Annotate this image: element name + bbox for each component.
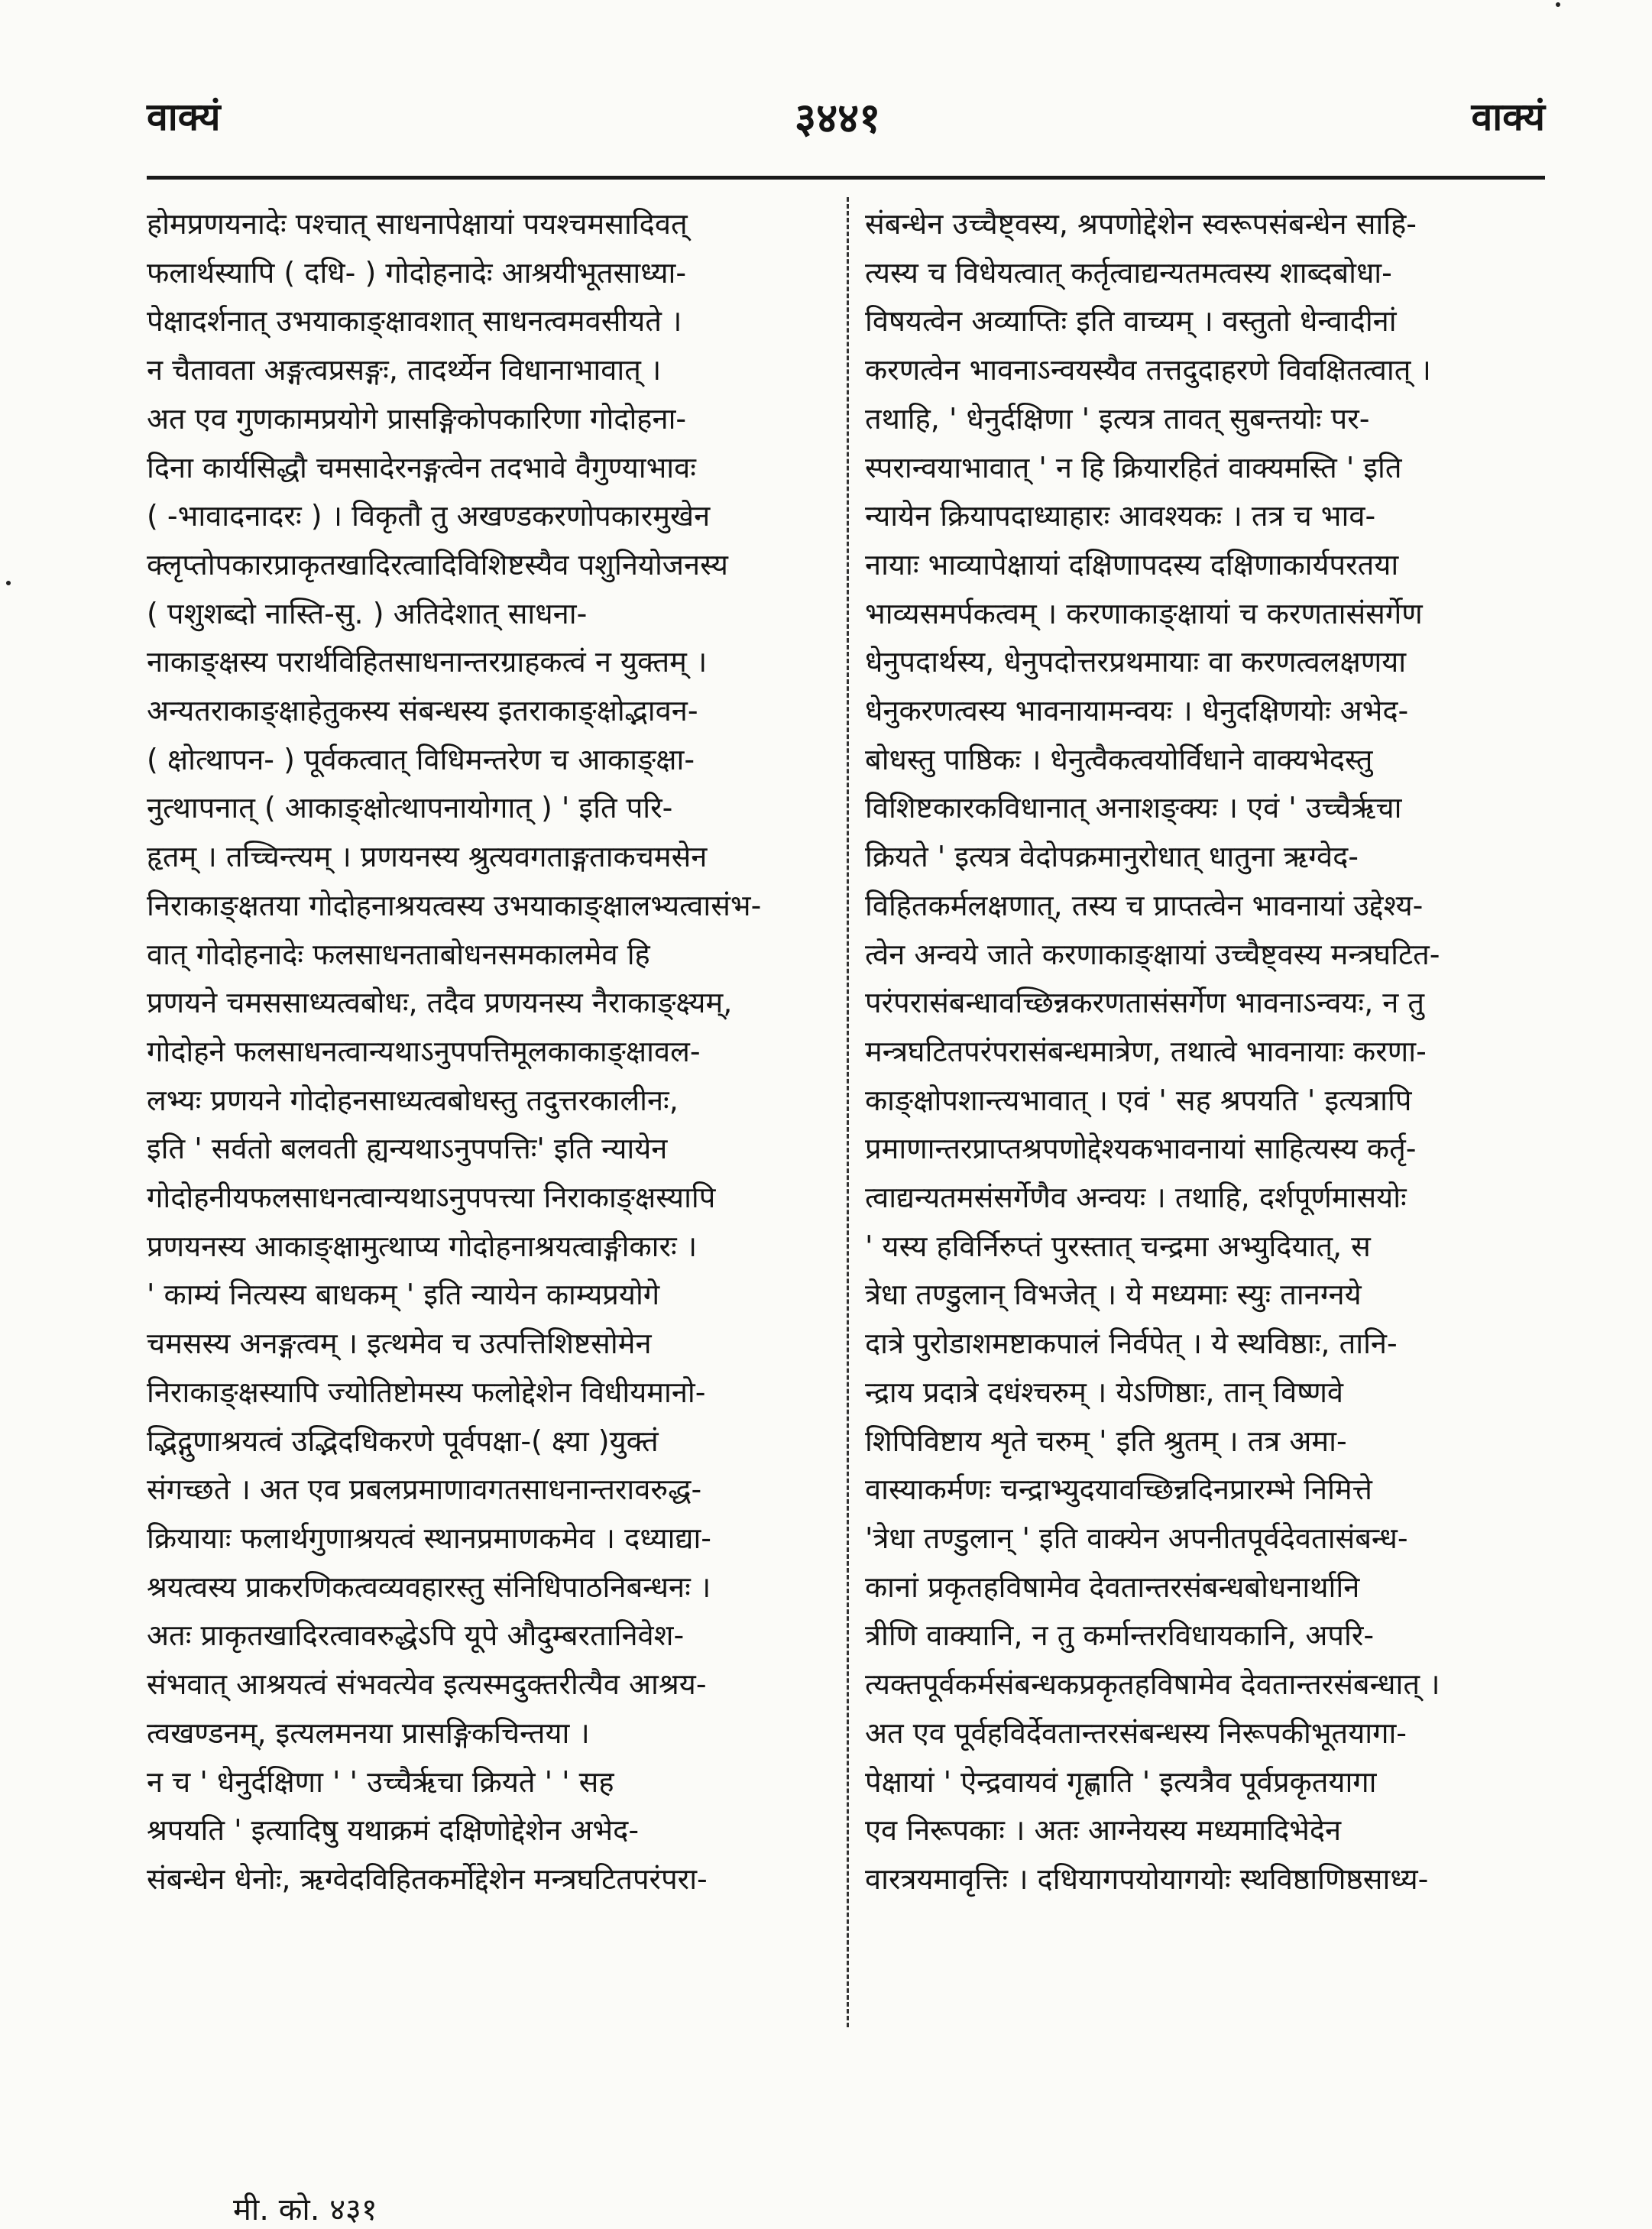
text-line: ( -भावादनादरः ) । विकृतौ तु अखण्डकरणोपकारमुखेन	[147, 499, 711, 533]
text-line: हृतम् । तच्चिन्त्यम् । प्रणयनस्य श्रुत्यवगताङ्गताकचमसेन	[147, 840, 708, 874]
text-line: विशिष्टकारकविधानात् अनाशङ्क्यः । एवं ' उच्चैर्ऋचा	[865, 791, 1402, 825]
text-line: त्यस्य च विधेयत्वात् कर्तृत्वाद्यन्यतमत्वस्य शाब्दबोधा-	[865, 255, 1392, 290]
text-line: पेक्षायां ' ऐन्द्रवायवं गृह्णाति ' इत्यत्रैव पूर्वप्रकृतयागा	[865, 1764, 1377, 1799]
text-line: परंपरासंबन्धावच्छिन्नकरणतासंसर्गेण भावनाऽन्वयः, न तु	[865, 986, 1425, 1020]
text-line: क्रियते ' इत्यत्र वेदोपक्रमानुरोधात् धातुना ऋग्वेद-	[865, 840, 1359, 874]
text-line: प्रणयने चमससाध्यत्वबोधः, तदैव प्रणयनस्य नैराकाङ्क्ष्यम्,	[147, 986, 733, 1020]
text-line: प्रणयनस्य आकाङ्क्षामुत्थाप्य गोदोहनाश्रयत्वाङ्गीकारः ।	[147, 1229, 698, 1263]
text-line: श्रपयति ' इत्यादिषु यथाक्रमं दक्षिणोद्देशेन अभेद-	[147, 1813, 640, 1848]
text-line: ' काम्यं नित्यस्य बाधकम् ' इति न्यायेन काम्यप्रयोगे	[147, 1278, 660, 1312]
text-line: अत एव पूर्वहविर्देवतान्तरसंबन्धस्य निरूपकीभूतयागा-	[865, 1715, 1407, 1750]
text-line: त्वखण्डनम्, इत्यलमनया प्रासङ्गिकचिन्तया ।	[147, 1715, 590, 1750]
text-line: वास्याकर्मणः चन्द्राभ्युदयावच्छिन्नदिनप्रारम्भे निमित्ते	[865, 1473, 1372, 1507]
text-line: क्रियायाः फलार्थगुणाश्रयत्वं स्थानप्रमाणकमेव । दध्याद्या-	[147, 1521, 712, 1555]
text-line: न च ' धेनुर्दक्षिणा ' ' उच्चैर्ऋचा क्रियते ' ' सह	[147, 1764, 614, 1799]
text-line: भाव्यसमर्पकत्वम् । करणाकाङ्क्षायां च करणतासंसर्गेण	[865, 596, 1423, 630]
text-line: संबन्धेन धेनोः, ऋग्वेदविहितकर्मोद्देशेन मन्त्रघटितपरंपरा-	[147, 1861, 708, 1896]
text-line: इति ' सर्वतो बलवती ह्यन्यथाऽनुपपत्तिः' इति न्यायेन	[147, 1132, 668, 1166]
text-line: शिपिविष्टाय शृते चरुम् ' इति श्रुतम् । तत्र अमा-	[865, 1424, 1347, 1458]
text-line: एव निरूपकाः । अतः आग्नेयस्य मध्यमादिभेदेन	[865, 1813, 1342, 1848]
text-line: निराकाङ्क्षतया गोदोहनाश्रयत्वस्य उभयाकाङ्क्षालभ्यत्वासंभ-	[147, 888, 762, 922]
text-line: विहितकर्मलक्षणात्, तस्य च प्राप्तत्वेन भावनायां उद्देश्य-	[865, 888, 1424, 922]
text-line: न चैतावता अङ्गत्वप्रसङ्गः, तादर्थ्येन विधानाभावात् ।	[147, 353, 662, 387]
text-line: नायाः भाव्यापेक्षायां दक्षिणापदस्य दक्षिणाकार्यपरतया	[865, 547, 1399, 582]
signature-footer: मी. को. ४३१	[233, 2192, 377, 2227]
text-line: गोदोहने फलसाधनत्वान्यथाऽनुपपत्तिमूलकाकाङ्क्षावल-	[147, 1034, 701, 1068]
text-line: धेनुपदार्थस्य, धेनुपदोत्तरप्रथमायाः वा करणत्वलक्षणया	[865, 645, 1407, 679]
text-line: बोधस्तु पाष्ठिकः । धेनुत्वैकत्वयोर्विधाने वाक्यभेदस्तु	[865, 742, 1373, 776]
text-line: तथाहि, ' धेनुर्दक्षिणा ' इत्यत्र तावत् सुबन्तयोः पर-	[865, 401, 1370, 436]
text-line: न्द्राय प्रदात्रे दधंश्चरुम् । येऽणिष्ठाः, तान् विष्णवे	[865, 1375, 1344, 1409]
text-line: संगच्छते । अत एव प्रबलप्रमाणावगतसाधनान्तरावरुद्ध-	[147, 1473, 702, 1507]
text-line: श्रयत्वस्य प्राकरणिकत्वव्यवहारस्तु संनिधिपाठनिबन्धनः ।	[147, 1570, 711, 1604]
text-line: अन्यतराकाङ्क्षाहेतुकस्य संबन्धस्य इतराकाङ्क्षोद्भावन-	[147, 694, 698, 728]
text-line: 'त्रेधा तण्डुलान् ' इति वाक्येन अपनीतपूर्वदेवतासंबन्ध-	[865, 1521, 1408, 1555]
margin-dot	[1556, 2, 1560, 7]
text-line: मन्त्रघटितपरंपरासंबन्धमात्रेण, तथात्वे भावनायाः करणा-	[865, 1034, 1427, 1068]
text-line: न्यायेन क्रियापदाध्याहारः आवश्यकः । तत्र च भाव-	[865, 499, 1376, 533]
text-line: धेनुकरणत्वस्य भावनायामन्वयः । धेनुदक्षिणयोः अभेद-	[865, 694, 1409, 728]
right-text-column	[865, 200, 1556, 2019]
text-line: होमप्रणयनादेः पश्चात् साधनापेक्षायां पयश्चमसादिवत्	[147, 207, 688, 241]
text-line: क्लृप्तोपकारप्राकृतखादिरत्वादिविशिष्टस्यैव पशुनियोजनस्य	[147, 547, 728, 582]
text-line: दिना कार्यसिद्धौ चमसादेरनङ्गत्वेन तदभावे वैगुण्याभावः	[147, 450, 696, 484]
text-line: ' यस्य हविर्निरुप्तं पुरस्तात् चन्द्रमा अभ्युदियात्, स	[865, 1229, 1371, 1263]
text-line: विषयत्वेन अव्याप्तिः इति वाच्यम् । वस्तुतो धेन्वादीनां	[865, 304, 1397, 339]
header-left-word: वाक्यं	[147, 95, 221, 139]
text-line: प्रमाणान्तरप्राप्तश्रपणोद्देश्यकभावनायां साहित्यस्य कर्तृ-	[865, 1132, 1417, 1166]
header-right-word: वाक्यं	[1471, 95, 1545, 139]
text-line: ( पशुशब्दो नास्ति-सु. ) अतिदेशात् साधना-	[147, 596, 588, 630]
text-line: नाकाङ्क्षस्य परार्थविहितसाधनान्तरग्राहकत्वं न युक्तम् ।	[147, 645, 708, 679]
text-line: करणत्वेन भावनाऽन्वयस्यैव तत्तदुदाहरणे विवक्षितत्वात् ।	[865, 353, 1431, 387]
text-line: त्वाद्यन्यतमसंसर्गेणैव अन्वयः । तथाहि, दर्शपूर्णमासयोः	[865, 1181, 1407, 1215]
page-number: ३४४१	[795, 94, 881, 142]
text-line: संभवात् आश्रयत्वं संभवत्येव इत्यस्मदुक्तरीत्यैव आश्रय-	[147, 1667, 707, 1702]
text-line: त्यक्तपूर्वकर्मसंबन्धकप्रकृतहविषामेव देवतान्तरसंबन्धात् ।	[865, 1667, 1440, 1702]
column-divider	[847, 197, 849, 2027]
text-line: काङ्क्षोपशान्त्यभावात् । एवं ' सह श्रपयति ' इत्यत्रापि	[865, 1083, 1412, 1117]
header-rule	[147, 176, 1545, 180]
text-line: द्भिद्गुणाश्रयत्वं उद्भिदधिकरणे पूर्वपक्षा-( क्ष्या )युक्तं	[147, 1424, 659, 1458]
text-line: पेक्षादर्शनात् उभयाकाङ्क्षावशात् साधनत्वमवसीयते ।	[147, 304, 682, 339]
text-line: चमसस्य अनङ्गत्वम् । इत्थमेव च उत्पत्तिशिष्टसोमेन	[147, 1327, 652, 1361]
text-line: त्वेन अन्वये जाते करणाकाङ्क्षायां उच्चैष्ट्वस्य मन्त्रघटित-	[865, 937, 1440, 971]
margin-dot	[6, 581, 11, 585]
text-line: अत एव गुणकामप्रयोगे प्रासङ्गिकोपकारिणा गोदोहना-	[147, 401, 687, 436]
text-line: स्परान्वयाभावात् ' न हि क्रियारहितं वाक्यमस्ति ' इति	[865, 450, 1402, 484]
text-line: त्रीणि वाक्यानि, न तु कर्मान्तरविधायकानि, अपरि-	[865, 1618, 1375, 1653]
text-line: कानां प्रकृतहविषामेव देवतान्तरसंबन्धबोधनार्थानि	[865, 1570, 1360, 1604]
text-line: लभ्यः प्रणयने गोदोहनसाध्यत्वबोधस्तु तदुत्तरकालीनः,	[147, 1083, 679, 1117]
text-line: वारत्रयमावृत्तिः । दधियागपयोयागयोः स्थविष्ठाणिष्ठसाध्य-	[865, 1861, 1429, 1896]
text-line: वात् गोदोहनादेः फलसाधनताबोधनसमकालमेव हि	[147, 937, 650, 971]
text-line: फलार्थस्यापि ( दधि- ) गोदोहनादेः आश्रयीभूतसाध्या-	[147, 255, 687, 290]
text-line: त्रेधा तण्डुलान् विभजेत् । ये मध्यमाः स्युः तानग्नये	[865, 1278, 1362, 1312]
text-line: संबन्धेन उच्चैष्ट्वस्य, श्रपणोद्देशेन स्वरूपसंबन्धेन साहि-	[865, 207, 1417, 241]
text-line: नुत्थापनात् ( आकाङ्क्षोत्थापनायोगात् ) ' इति परि-	[147, 791, 673, 825]
text-line: गोदोहनीयफलसाधनत्वान्यथाऽनुपपत्त्या निराकाङ्क्षस्यापि	[147, 1181, 716, 1215]
text-line: निराकाङ्क्षस्यापि ज्योतिष्टोमस्य फलोद्देशेन विधीयमानो-	[147, 1375, 706, 1409]
left-text-column	[147, 200, 838, 2019]
text-line: दात्रे पुरोडाशमष्टाकपालं निर्वपेत् । ये स्थविष्ठाः, तानि-	[865, 1327, 1398, 1361]
text-line: ( क्षोत्थापन- ) पूर्वकत्वात् विधिमन्तरेण च आकाङ्क्षा-	[147, 742, 695, 776]
text-line: अतः प्राकृतखादिरत्वावरुद्धेऽपि यूपे औदुम्बरतानिवेश-	[147, 1618, 685, 1653]
